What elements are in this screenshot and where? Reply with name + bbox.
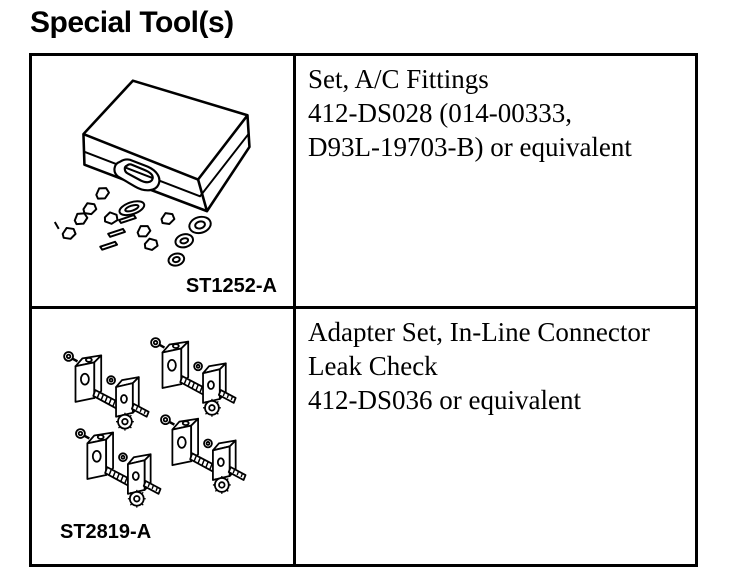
tool-id-label: ST2819-A [60, 521, 152, 543]
description-line: Set, A/C Fittings [308, 64, 489, 94]
tool-description-st2819 [296, 309, 695, 564]
description-line: Adapter Set, In-Line Connector [308, 317, 650, 347]
description-line: 412-DS028 (014-00333, [308, 98, 572, 128]
adapter-units [64, 338, 245, 508]
tool-id-label: ST1252-A [185, 275, 277, 297]
description-line: D93L-19703-B) or equivalent [308, 132, 632, 162]
page-title: Special Tool(s) [30, 6, 234, 39]
special-tools-table [29, 53, 698, 567]
description-line: Leak Check [308, 351, 438, 381]
tool-image-cell-st2819 [32, 309, 296, 564]
ac-fittings-case-illustration [32, 56, 293, 306]
tool-description-st1252 [296, 56, 695, 309]
tool-image-cell-st1252 [32, 56, 296, 309]
description-line: 412-DS036 or equivalent [308, 385, 581, 415]
